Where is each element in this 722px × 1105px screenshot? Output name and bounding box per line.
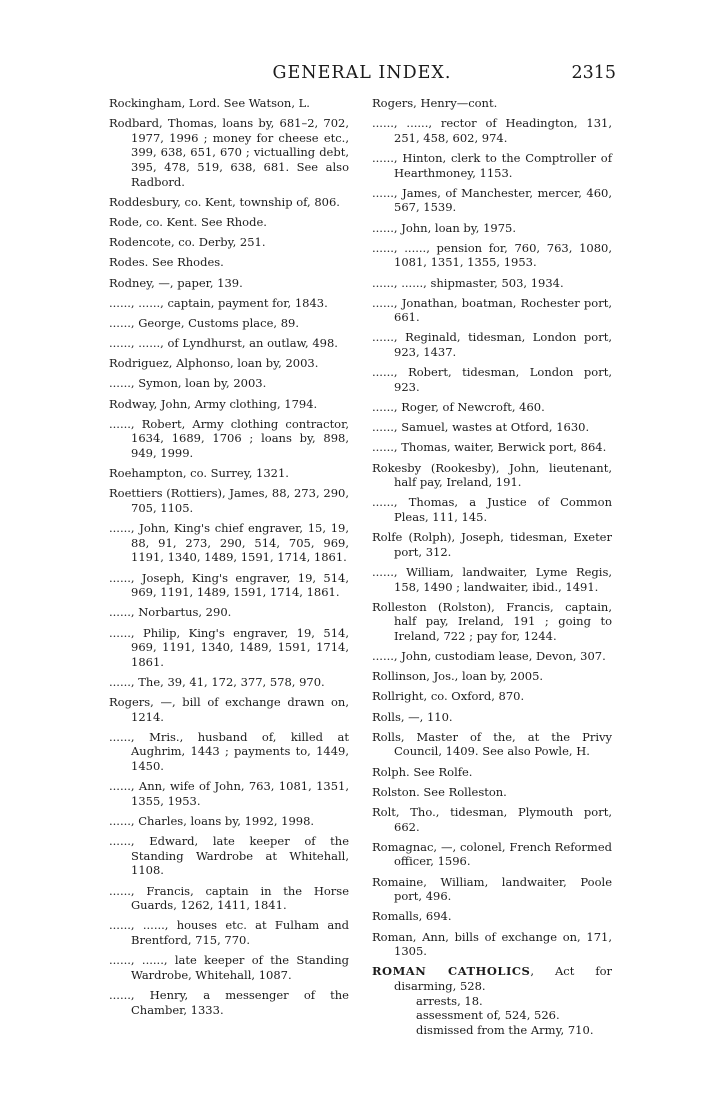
index-entry: ......, Philip, King's engraver, 19, 514, 969, 1191, 1340, 1489, 1591, 1714, 1861. <box>109 625 349 669</box>
roman-catholics-entry <box>372 964 612 1037</box>
index-entry: ......, ......, pension for, 760, 763, 1080, 1081, 1351, 1355, 1953. <box>372 240 612 270</box>
index-entry: ......, John, loan by, 1975. <box>372 220 516 235</box>
index-entry: Romalls, 694. <box>372 909 452 924</box>
index-entry: ......, Thomas, waiter, Berwick port, 864. <box>372 440 607 455</box>
index-entry: ......, Ann, wife of John, 763, 1081, 1351, 1355, 1953. <box>109 779 349 808</box>
index-entry: Rolls, Master of the, at the Privy Council, 1409. See also Powle, H. <box>372 729 612 759</box>
index-entry: ......, Francis, captain in the Horse Guards, 1262, 1411, 1841. <box>109 883 349 913</box>
index-entry: ......, Thomas, a Justice of Common Pleas, 111, 145. <box>372 495 612 524</box>
page-number: 2315 <box>571 63 616 83</box>
index-entry: Roman, Ann, bills of exchange on, 171, 1305. <box>372 929 612 959</box>
index-entry: ......, Edward, late keeper of the Standing Wardrobe at Whitehall, 1108. <box>109 834 349 878</box>
left-index-column <box>109 96 349 1023</box>
index-entry: ......, ......, rector of Headington, 131, 251, 458, 602, 974. <box>372 116 612 145</box>
index-entry: Roddesbury, co. Kent, township of, 806. <box>109 194 340 209</box>
index-entry: ......, ......, captain, payment for, 1843. <box>109 295 328 310</box>
index-entry: Rodway, John, Army clothing, 1794. <box>109 396 318 411</box>
index-entry: Rolls, —, 110. <box>372 709 453 724</box>
index-entry: Rodbard, Thomas, loans by, 681–2, 702, 1977, 1996 ; money for cheese etc., 399, 638, 651, 670 ; victualling debt, 395, 478, 519, 638, 681. See also Radbord. <box>109 116 349 189</box>
index-entry: Rogers, Henry—cont. <box>372 96 498 110</box>
index-entry: ......, ......, shipmaster, 503, 1934. <box>372 275 564 290</box>
index-entry: ......, William, landwaiter, Lyme Regis, 158, 1490 ; landwaiter, ibid., 1491. <box>372 564 612 594</box>
index-entry: ......, Roger, of Newcroft, 460. <box>372 400 545 415</box>
index-entry: Rode, co. Kent. See Rhode. <box>109 214 267 229</box>
index-entry: ......, ......, houses etc. at Fulham and Brentford, 715, 770. <box>109 918 349 947</box>
index-entry: ......, Norbartus, 290. <box>109 605 232 620</box>
index-entry: ......, ......, of Lyndhurst, an outlaw, 498. <box>109 336 338 351</box>
index-entry: Rolfe (Rolph), Joseph, tidesman, Exeter port, 312. <box>372 530 612 559</box>
index-entry: Rodencote, co. Derby, 251. <box>109 235 266 250</box>
index-entry: Rollinson, Jos., loan by, 2005. <box>372 669 544 684</box>
index-entry: Romagnac, —, colonel, French Reformed officer, 1596. <box>372 839 612 869</box>
index-entry: Rodriguez, Alphonso, loan by, 2003. <box>109 356 319 371</box>
index-entry: ......, James, of Manchester, mercer, 460, 567, 1539. <box>372 185 612 215</box>
index-entry: Rockingham, Lord. See Watson, L. <box>109 96 310 110</box>
index-entry: ......, ......, late keeper of the Standing Wardrobe, Whitehall, 1087. <box>109 953 349 982</box>
index-entry: Roehampton, co. Surrey, 1321. <box>109 466 289 481</box>
index-entry: ......, George, Customs place, 89. <box>109 315 299 330</box>
index-entry: ......, Joseph, King's engraver, 19, 514, 969, 1191, 1489, 1591, 1714, 1861. <box>109 570 349 600</box>
roman-catholics-subentry: arrests, 18. <box>416 993 483 1008</box>
index-entry: Romaine, William, landwaiter, Poole port, 496. <box>372 874 612 904</box>
index-entry: ......, The, 39, 41, 172, 377, 578, 970. <box>109 674 325 689</box>
index-entry: ......, Charles, loans by, 1992, 1998. <box>109 814 315 828</box>
right-index-column <box>372 96 612 1037</box>
index-entry: ......, John, King's chief engraver, 15, 19, 88, 91, 273, 290, 514, 705, 969, 1191, 1340, 1489, 1591, 1714, 1861. <box>109 521 349 565</box>
roman-catholics-subentry: dismissed from the Army, 710. <box>416 1022 594 1037</box>
index-entry: ......, Robert, Army clothing contractor, 1634, 1689, 1706 ; loans by, 898, 949, 1999. <box>109 416 349 460</box>
index-entry: ......, Robert, tidesman, London port, 923. <box>372 365 612 394</box>
index-entry: Rodes. See Rhodes. <box>109 255 224 270</box>
roman-catholics-first-text: , Act for disarming, 528. <box>394 964 613 993</box>
index-entry: ......, Symon, loan by, 2003. <box>109 376 267 391</box>
index-entry: Rolston. See Rolleston. <box>372 784 507 799</box>
index-entry: Rolt, Tho., tidesman, Plymouth port, 662. <box>372 805 612 834</box>
index-entry: ......, Samuel, wastes at Otford, 1630. <box>372 420 590 435</box>
index-entry: Rodney, —, paper, 139. <box>109 275 243 290</box>
index-entry: Roettiers (Rottiers), James, 88, 273, 290, 705, 1105. <box>109 486 349 515</box>
index-entry: ......, Jonathan, boatman, Rochester port, 661. <box>372 295 612 325</box>
index-entry: Rolph. See Rolfe. <box>372 764 473 779</box>
roman-catholics-heading: ROMAN CATHOLICS <box>372 964 531 979</box>
index-entry: Rolleston (Rolston), Francis, captain, half pay, Ireland, 191 ; going to Ireland, 722 ; pay for, 1244. <box>372 599 612 643</box>
page-header <box>108 63 616 85</box>
index-entry: ......, Mris., husband of, killed at Aughrim, 1443 ; payments to, 1449, 1450. <box>109 729 349 774</box>
index-entry: ......, Reginald, tidesman, London port, 923, 1437. <box>372 330 612 360</box>
index-entry: Rogers, —, bill of exchange drawn on, 1214. <box>109 695 349 724</box>
running-title: GENERAL INDEX. <box>272 63 452 83</box>
index-entry: ......, Hinton, clerk to the Comptroller of Hearthmoney, 1153. <box>372 150 612 180</box>
index-entry: ......, John, custodiam lease, Devon, 307. <box>372 649 606 664</box>
index-entry: Rokesby (Rookesby), John, lieutenant, half pay, Ireland, 191. <box>372 460 612 490</box>
roman-catholics-subentry: assessment of, 524, 526. <box>416 1008 560 1023</box>
index-entry: Rollright, co. Oxford, 870. <box>372 689 525 704</box>
index-entry: ......, Henry, a messenger of the Chamber, 1333. <box>109 987 349 1017</box>
roman-catholics-first-line <box>372 964 612 993</box>
